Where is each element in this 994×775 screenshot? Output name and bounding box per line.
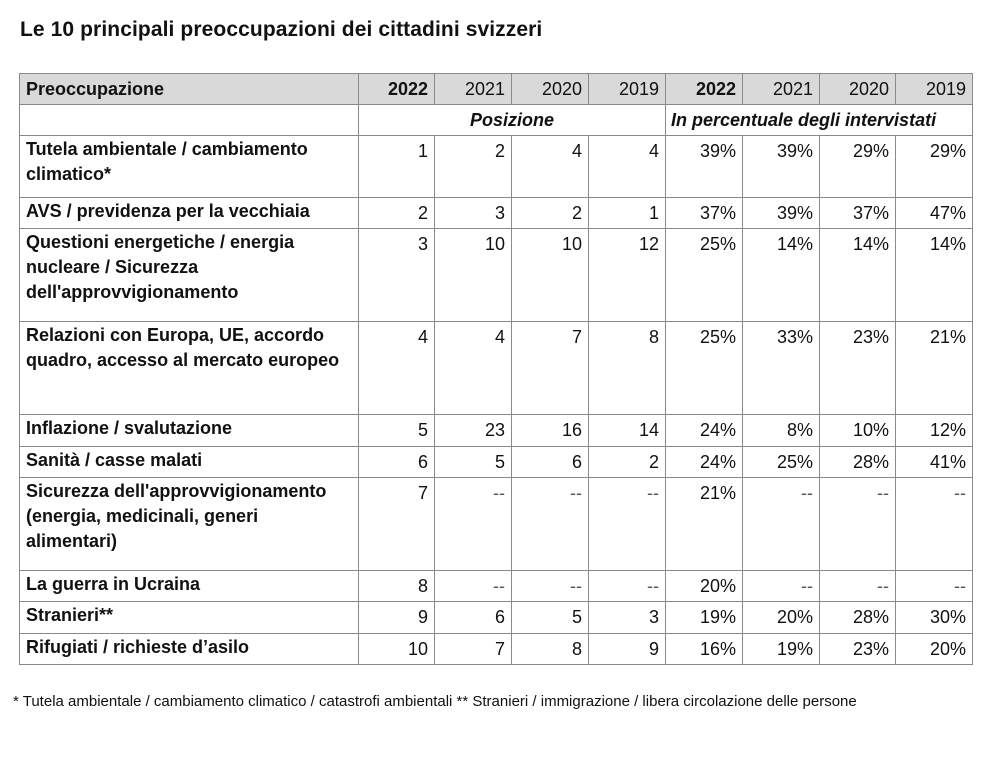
table-row bbox=[20, 229, 973, 322]
header-year-pos-2021: 2021 bbox=[435, 74, 512, 105]
position-cell: 14 bbox=[589, 415, 666, 447]
subheader-empty bbox=[20, 105, 359, 136]
position-cell: 4 bbox=[589, 136, 666, 198]
percent-cell: 16% bbox=[666, 634, 743, 665]
percent-cell: 21% bbox=[896, 322, 973, 415]
row-label: Sicurezza dell'approvvigionamento (energia, medicinali, generi alimentari) bbox=[20, 478, 359, 571]
percent-cell: 37% bbox=[666, 198, 743, 229]
position-cell: 2 bbox=[435, 136, 512, 198]
header-year-pct-2021: 2021 bbox=[743, 74, 820, 105]
row-label: Sanità / casse malati bbox=[20, 447, 359, 478]
position-cell: 12 bbox=[589, 229, 666, 322]
percent-cell: 23% bbox=[820, 322, 896, 415]
row-label: Stranieri** bbox=[20, 602, 359, 634]
position-cell: 23 bbox=[435, 415, 512, 447]
position-cell: 1 bbox=[359, 136, 435, 198]
percent-cell: 21% bbox=[666, 478, 743, 571]
position-cell: 2 bbox=[359, 198, 435, 229]
position-cell: 8 bbox=[589, 322, 666, 415]
position-cell: 7 bbox=[359, 478, 435, 571]
position-cell: -- bbox=[589, 478, 666, 571]
position-cell: 10 bbox=[435, 229, 512, 322]
row-label: Tutela ambientale / cambiamento climatico* bbox=[20, 136, 359, 198]
percent-cell: 10% bbox=[820, 415, 896, 447]
position-cell: 16 bbox=[512, 415, 589, 447]
percent-cell: 14% bbox=[820, 229, 896, 322]
position-cell: -- bbox=[435, 571, 512, 602]
concerns-table bbox=[19, 73, 973, 665]
position-cell: -- bbox=[512, 571, 589, 602]
position-cell: -- bbox=[435, 478, 512, 571]
percent-cell: 25% bbox=[666, 322, 743, 415]
row-label: AVS / previdenza per la vecchiaia bbox=[20, 198, 359, 229]
position-cell: -- bbox=[512, 478, 589, 571]
position-cell: 2 bbox=[512, 198, 589, 229]
position-cell: 3 bbox=[589, 602, 666, 634]
position-cell: 10 bbox=[359, 634, 435, 665]
row-label: La guerra in Ucraina bbox=[20, 571, 359, 602]
table-row bbox=[20, 634, 973, 665]
position-cell: 6 bbox=[359, 447, 435, 478]
table-row bbox=[20, 322, 973, 415]
percent-cell: 19% bbox=[666, 602, 743, 634]
percent-cell: 20% bbox=[896, 634, 973, 665]
percent-cell: -- bbox=[743, 571, 820, 602]
table-row bbox=[20, 602, 973, 634]
percent-cell: 25% bbox=[666, 229, 743, 322]
row-label: Relazioni con Europa, UE, accordo quadro, accesso al mercato europeo bbox=[20, 322, 359, 415]
header-year-pct-2022: 2022 bbox=[666, 74, 743, 105]
position-cell: 8 bbox=[512, 634, 589, 665]
position-cell: 6 bbox=[435, 602, 512, 634]
subheader-percent: In percentuale degli intervistati bbox=[666, 105, 973, 136]
position-cell: 5 bbox=[359, 415, 435, 447]
percent-cell: 39% bbox=[666, 136, 743, 198]
percent-cell: 20% bbox=[666, 571, 743, 602]
row-label: Rifugiati / richieste d’asilo bbox=[20, 634, 359, 665]
percent-cell: 25% bbox=[743, 447, 820, 478]
percent-cell: 28% bbox=[820, 602, 896, 634]
table-row bbox=[20, 415, 973, 447]
table-row bbox=[20, 198, 973, 229]
position-cell: -- bbox=[589, 571, 666, 602]
position-cell: 3 bbox=[359, 229, 435, 322]
row-label: Questioni energetiche / energia nucleare / Sicurezza dell'approvvigionamento bbox=[20, 229, 359, 322]
percent-cell: -- bbox=[743, 478, 820, 571]
position-cell: 10 bbox=[512, 229, 589, 322]
percent-cell: 14% bbox=[896, 229, 973, 322]
subheader-position: Posizione bbox=[359, 105, 666, 136]
position-cell: 5 bbox=[435, 447, 512, 478]
percent-cell: -- bbox=[820, 478, 896, 571]
percent-cell: -- bbox=[896, 571, 973, 602]
percent-cell: 41% bbox=[896, 447, 973, 478]
percent-cell: 14% bbox=[743, 229, 820, 322]
header-year-pct-2019: 2019 bbox=[896, 74, 973, 105]
percent-cell: 39% bbox=[743, 198, 820, 229]
table-row bbox=[20, 571, 973, 602]
percent-cell: -- bbox=[820, 571, 896, 602]
percent-cell: 24% bbox=[666, 447, 743, 478]
subheader-row bbox=[20, 105, 973, 136]
header-row bbox=[20, 74, 973, 105]
position-cell: 2 bbox=[589, 447, 666, 478]
position-cell: 4 bbox=[359, 322, 435, 415]
position-cell: 3 bbox=[435, 198, 512, 229]
page-title: Le 10 principali preoccupazioni dei cittadini svizzeri bbox=[20, 18, 543, 41]
position-cell: 7 bbox=[435, 634, 512, 665]
header-year-pos-2020: 2020 bbox=[512, 74, 589, 105]
position-cell: 7 bbox=[512, 322, 589, 415]
percent-cell: 19% bbox=[743, 634, 820, 665]
header-year-pos-2019: 2019 bbox=[589, 74, 666, 105]
position-cell: 6 bbox=[512, 447, 589, 478]
percent-cell: 47% bbox=[896, 198, 973, 229]
percent-cell: 39% bbox=[743, 136, 820, 198]
position-cell: 4 bbox=[512, 136, 589, 198]
position-cell: 9 bbox=[589, 634, 666, 665]
header-label: Preoccupazione bbox=[20, 74, 359, 105]
position-cell: 8 bbox=[359, 571, 435, 602]
percent-cell: 37% bbox=[820, 198, 896, 229]
header-year-pos-2022: 2022 bbox=[359, 74, 435, 105]
percent-cell: 29% bbox=[820, 136, 896, 198]
percent-cell: 30% bbox=[896, 602, 973, 634]
table-row bbox=[20, 478, 973, 571]
percent-cell: 24% bbox=[666, 415, 743, 447]
percent-cell: 29% bbox=[896, 136, 973, 198]
row-label: Inflazione / svalutazione bbox=[20, 415, 359, 447]
position-cell: 9 bbox=[359, 602, 435, 634]
position-cell: 1 bbox=[589, 198, 666, 229]
percent-cell: 12% bbox=[896, 415, 973, 447]
table-row bbox=[20, 447, 973, 478]
percent-cell: 20% bbox=[743, 602, 820, 634]
header-year-pct-2020: 2020 bbox=[820, 74, 896, 105]
position-cell: 4 bbox=[435, 322, 512, 415]
table-row bbox=[20, 136, 973, 198]
percent-cell: 8% bbox=[743, 415, 820, 447]
position-cell: 5 bbox=[512, 602, 589, 634]
footnote: * Tutela ambientale / cambiamento climatico / catastrofi ambientali ** Stranieri / immigrazione / libera circolazione delle persone bbox=[13, 693, 857, 710]
percent-cell: 28% bbox=[820, 447, 896, 478]
percent-cell: 33% bbox=[743, 322, 820, 415]
percent-cell: 23% bbox=[820, 634, 896, 665]
percent-cell: -- bbox=[896, 478, 973, 571]
